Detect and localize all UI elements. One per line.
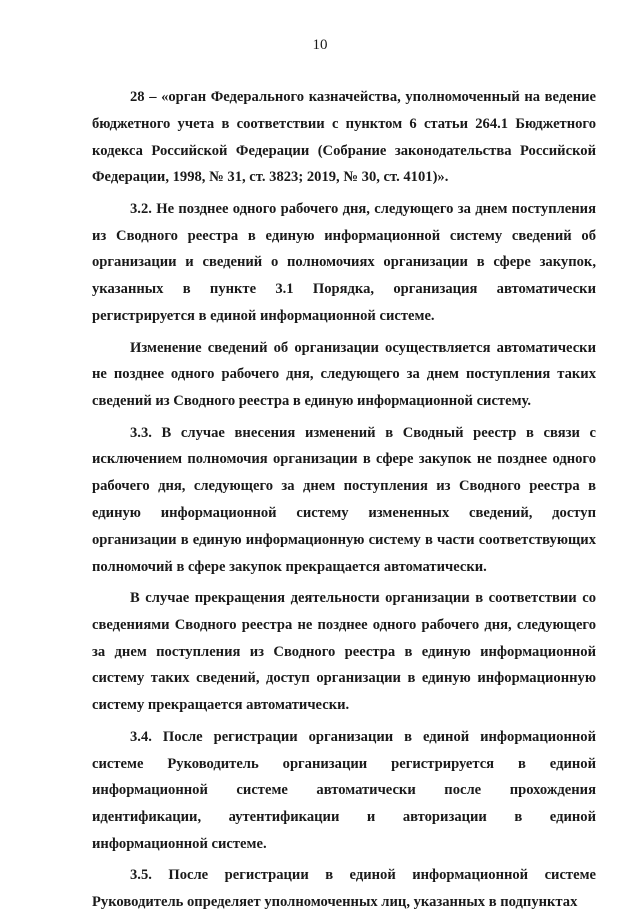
paragraph-3-3: 3.3. В случае внесения изменений в Сводный реестр в связи с исключением полномочия организации в сфере закупок не позднее одного рабочего дня, следующего за днем поступления из Сводного реестра в единую информационной систему измененных сведений, доступ организации в единую информационную систему в части соответствующих полномочий в сфере закупок прекращается автоматически. bbox=[92, 424, 596, 575]
page-number: 10 bbox=[312, 37, 328, 53]
paragraph-item-28: 28 – «орган Федерального казначейства, уполномоченный на ведение бюджетного учета в соответствии с пунктом 6 статьи 264.1 Бюджетного кодекса Российской Федерации (Собрание законодательства Российской Федерации, 1998, № 31, ст. 3823; 2019, № 30, ст. 4101)». bbox=[92, 89, 596, 186]
paragraph-3-2-change: Изменение сведений об организации осуществляется автоматически не позднее одного рабочего дня, следующего за днем поступления таких сведений из Сводного реестра в единую информационной систему. bbox=[92, 339, 596, 410]
paragraph-3-5: 3.5. После регистрации в единой информационной системе Руководитель определяет уполномоченных лиц, указанных в подпунктах bbox=[92, 867, 596, 911]
paragraph-3-2: 3.2. Не позднее одного рабочего дня, следующего за днем поступления из Сводного реестра в единую информационной систему сведений об организации и сведений о полномочиях организации в сфере закупок, указанных в пункте 3.1 Порядка, организация автоматически регистрируется в единой информационной системе. bbox=[92, 200, 596, 325]
document-body bbox=[92, 84, 596, 916]
paragraph-3-4: 3.4. После регистрации организации в единой информационной системе Руководитель организации регистрируется в единой информационной системе автоматически после прохождения идентификации, аутентификации и авторизации в единой информационной системе. bbox=[92, 728, 596, 852]
paragraph-3-3-termination: В случае прекращения деятельности организации в соответствии со сведениями Сводного реестра не позднее одного рабочего дня, следующего за днем поступления из Сводного реестра в единую информационной систему таких сведений, доступ организации в единую информационную систему прекращается автоматически. bbox=[92, 590, 596, 714]
